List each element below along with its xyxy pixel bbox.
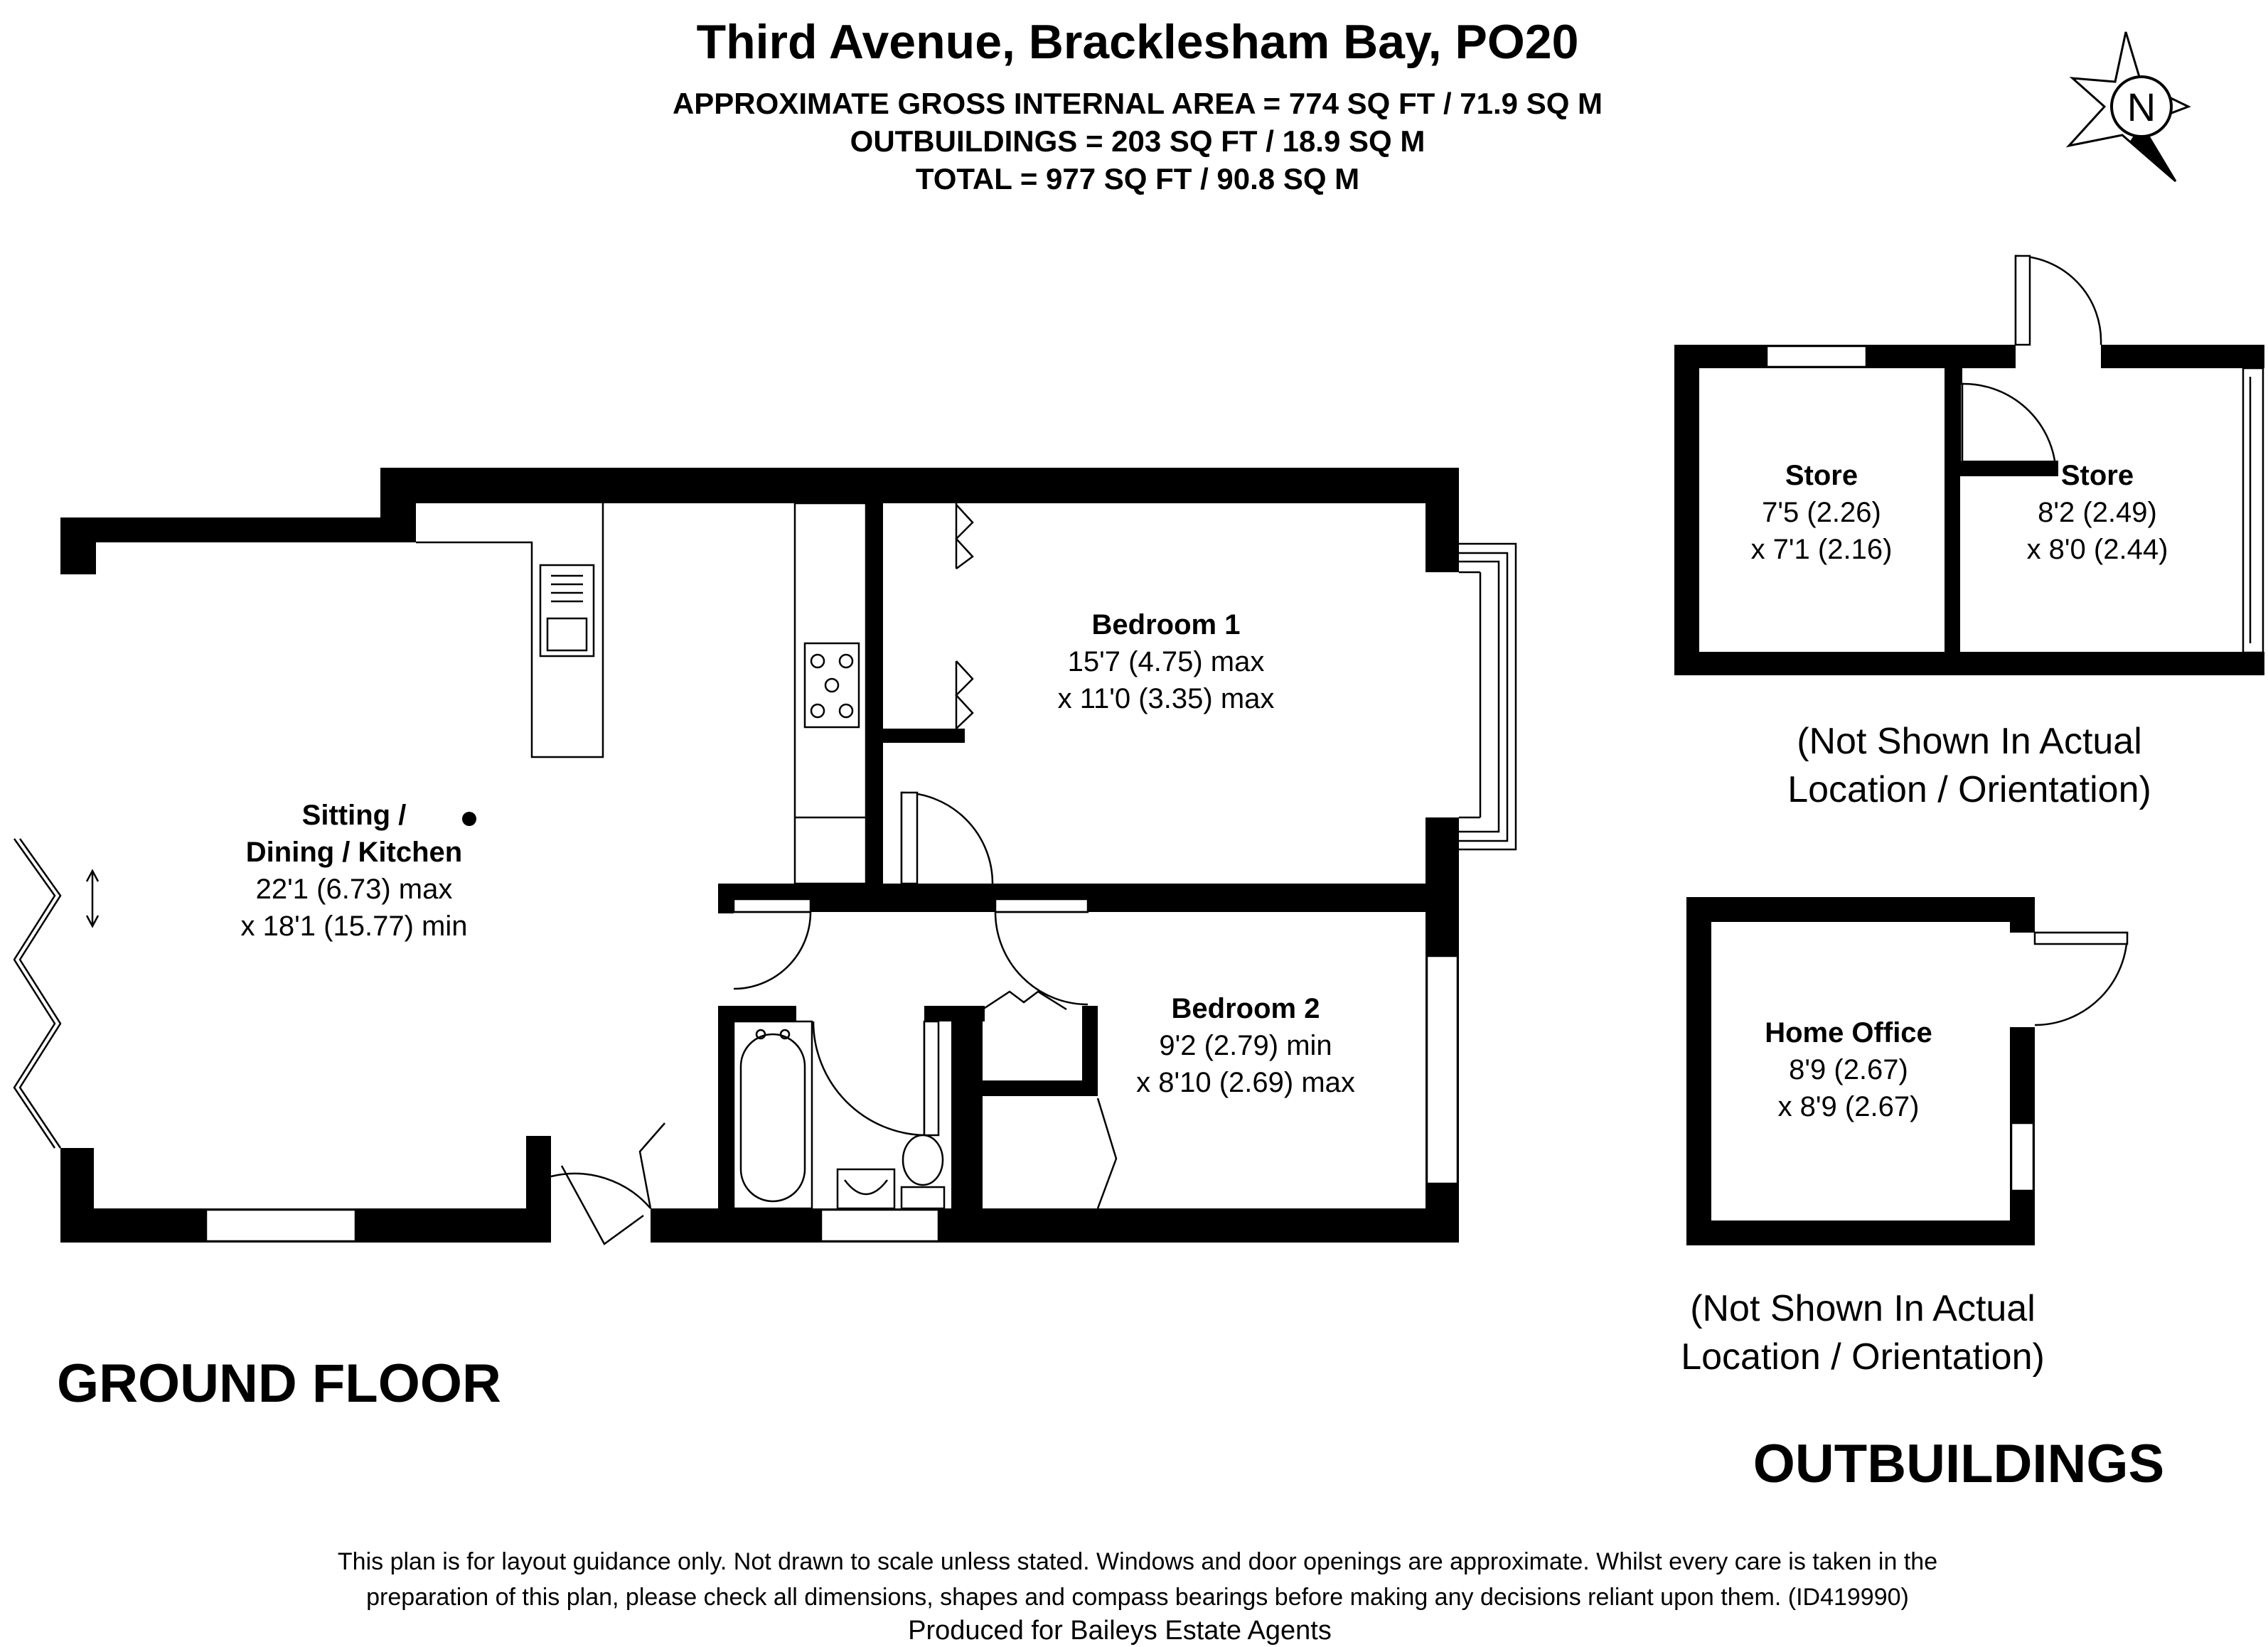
door-swings [551, 793, 1116, 1244]
stores-plan [1674, 256, 2264, 810]
disclaimer-line-1: This plan is for layout guidance only. Not drawn to scale unless stated. Windows and door openings are approximate. Whilst every care is taken in the [337, 1548, 1938, 1575]
produced-for: Produced for Baileys Estate Agents [908, 1616, 1332, 1646]
store1-dim-2: x 7'1 (2.16) [1750, 534, 1893, 565]
bedroom1-label: Bedroom 1 [1091, 609, 1241, 640]
window-bedroom2-east [1427, 956, 1457, 1184]
bedroom2-label: Bedroom 2 [1171, 993, 1320, 1024]
stores-location-note-2: Location / Orientation) [1787, 769, 2151, 810]
office-location-note-1: (Not Shown In Actual [1690, 1288, 2036, 1329]
ground-floor-heading: GROUND FLOOR [57, 1353, 501, 1414]
bay-window-bedroom1 [1425, 544, 1516, 849]
window-store1 [1767, 346, 1866, 367]
window-bathroom-south [821, 1210, 938, 1241]
kitchen-fittings [416, 503, 866, 884]
window-sitting-south [206, 1210, 355, 1241]
hob-icon [805, 643, 859, 727]
store1-label: Store [1785, 460, 1858, 491]
plan-title: Third Avenue, Bracklesham Bay, PO20 [696, 15, 1579, 69]
home-office-plan [1681, 897, 2127, 1378]
store2-label: Store [2060, 460, 2134, 491]
office-location-note-2: Location / Orientation) [1681, 1336, 2045, 1378]
home-office-dim-1: 8'9 (2.67) [1789, 1054, 1908, 1085]
home-office-dim-2: x 8'9 (2.67) [1777, 1091, 1920, 1122]
home-office-label: Home Office [1765, 1017, 1932, 1048]
bathroom-fittings [734, 1021, 944, 1208]
stores-location-note-1: (Not Shown In Actual [1797, 721, 2142, 762]
disclaimer-line-2: preparation of this plan, please check all dimensions, shapes and compass bearings before making any decisions reliant upon them. (ID419990) [366, 1584, 1909, 1611]
door-frame-store2-east [2243, 368, 2263, 653]
store2-dim-1: 8'2 (2.49) [2038, 497, 2157, 528]
toilet-icon [902, 1135, 944, 1208]
compass-north-label: N [2127, 85, 2156, 129]
sitting-dining-kitchen-label: Sitting / [301, 800, 407, 831]
sitting-dining-kitchen-label-2: Dining / Kitchen [245, 837, 463, 868]
basin-icon [838, 1169, 894, 1208]
ground-floor-plan [14, 468, 1516, 1414]
bedroom1-dim-2: x 11'0 (3.35) max [1057, 683, 1275, 714]
sitting-dining-kitchen-dim-1: 22'1 (6.73) max [255, 874, 453, 905]
bedroom2-dim-1: 9'2 (2.79) min [1159, 1030, 1332, 1061]
store2-dim-2: x 8'0 (2.44) [2026, 534, 2168, 565]
window-home-office-east [2011, 1123, 2033, 1191]
total-area: TOTAL = 977 SQ FT / 90.8 SQ M [915, 162, 1360, 195]
gross-internal-area: APPROXIMATE GROSS INTERNAL AREA = 774 SQ FT / 71.9 SQ M [672, 87, 1603, 120]
bedroom1-wardrobe [956, 503, 973, 743]
outbuildings-area: OUTBUILDINGS = 203 SQ FT / 18.9 SQ M [850, 124, 1425, 158]
store1-dim-1: 7'5 (2.26) [1762, 497, 1881, 528]
sitting-dining-kitchen-dim-2: x 18'1 (15.77) min [240, 911, 468, 942]
bedroom1-dim-1: 15'7 (4.75) max [1067, 646, 1265, 677]
light-point-icon [462, 812, 476, 826]
compass-icon [2069, 32, 2188, 181]
outbuildings-heading: OUTBUILDINGS [1753, 1434, 2165, 1494]
bedroom2-dim-2: x 8'10 (2.69) max [1136, 1067, 1355, 1098]
